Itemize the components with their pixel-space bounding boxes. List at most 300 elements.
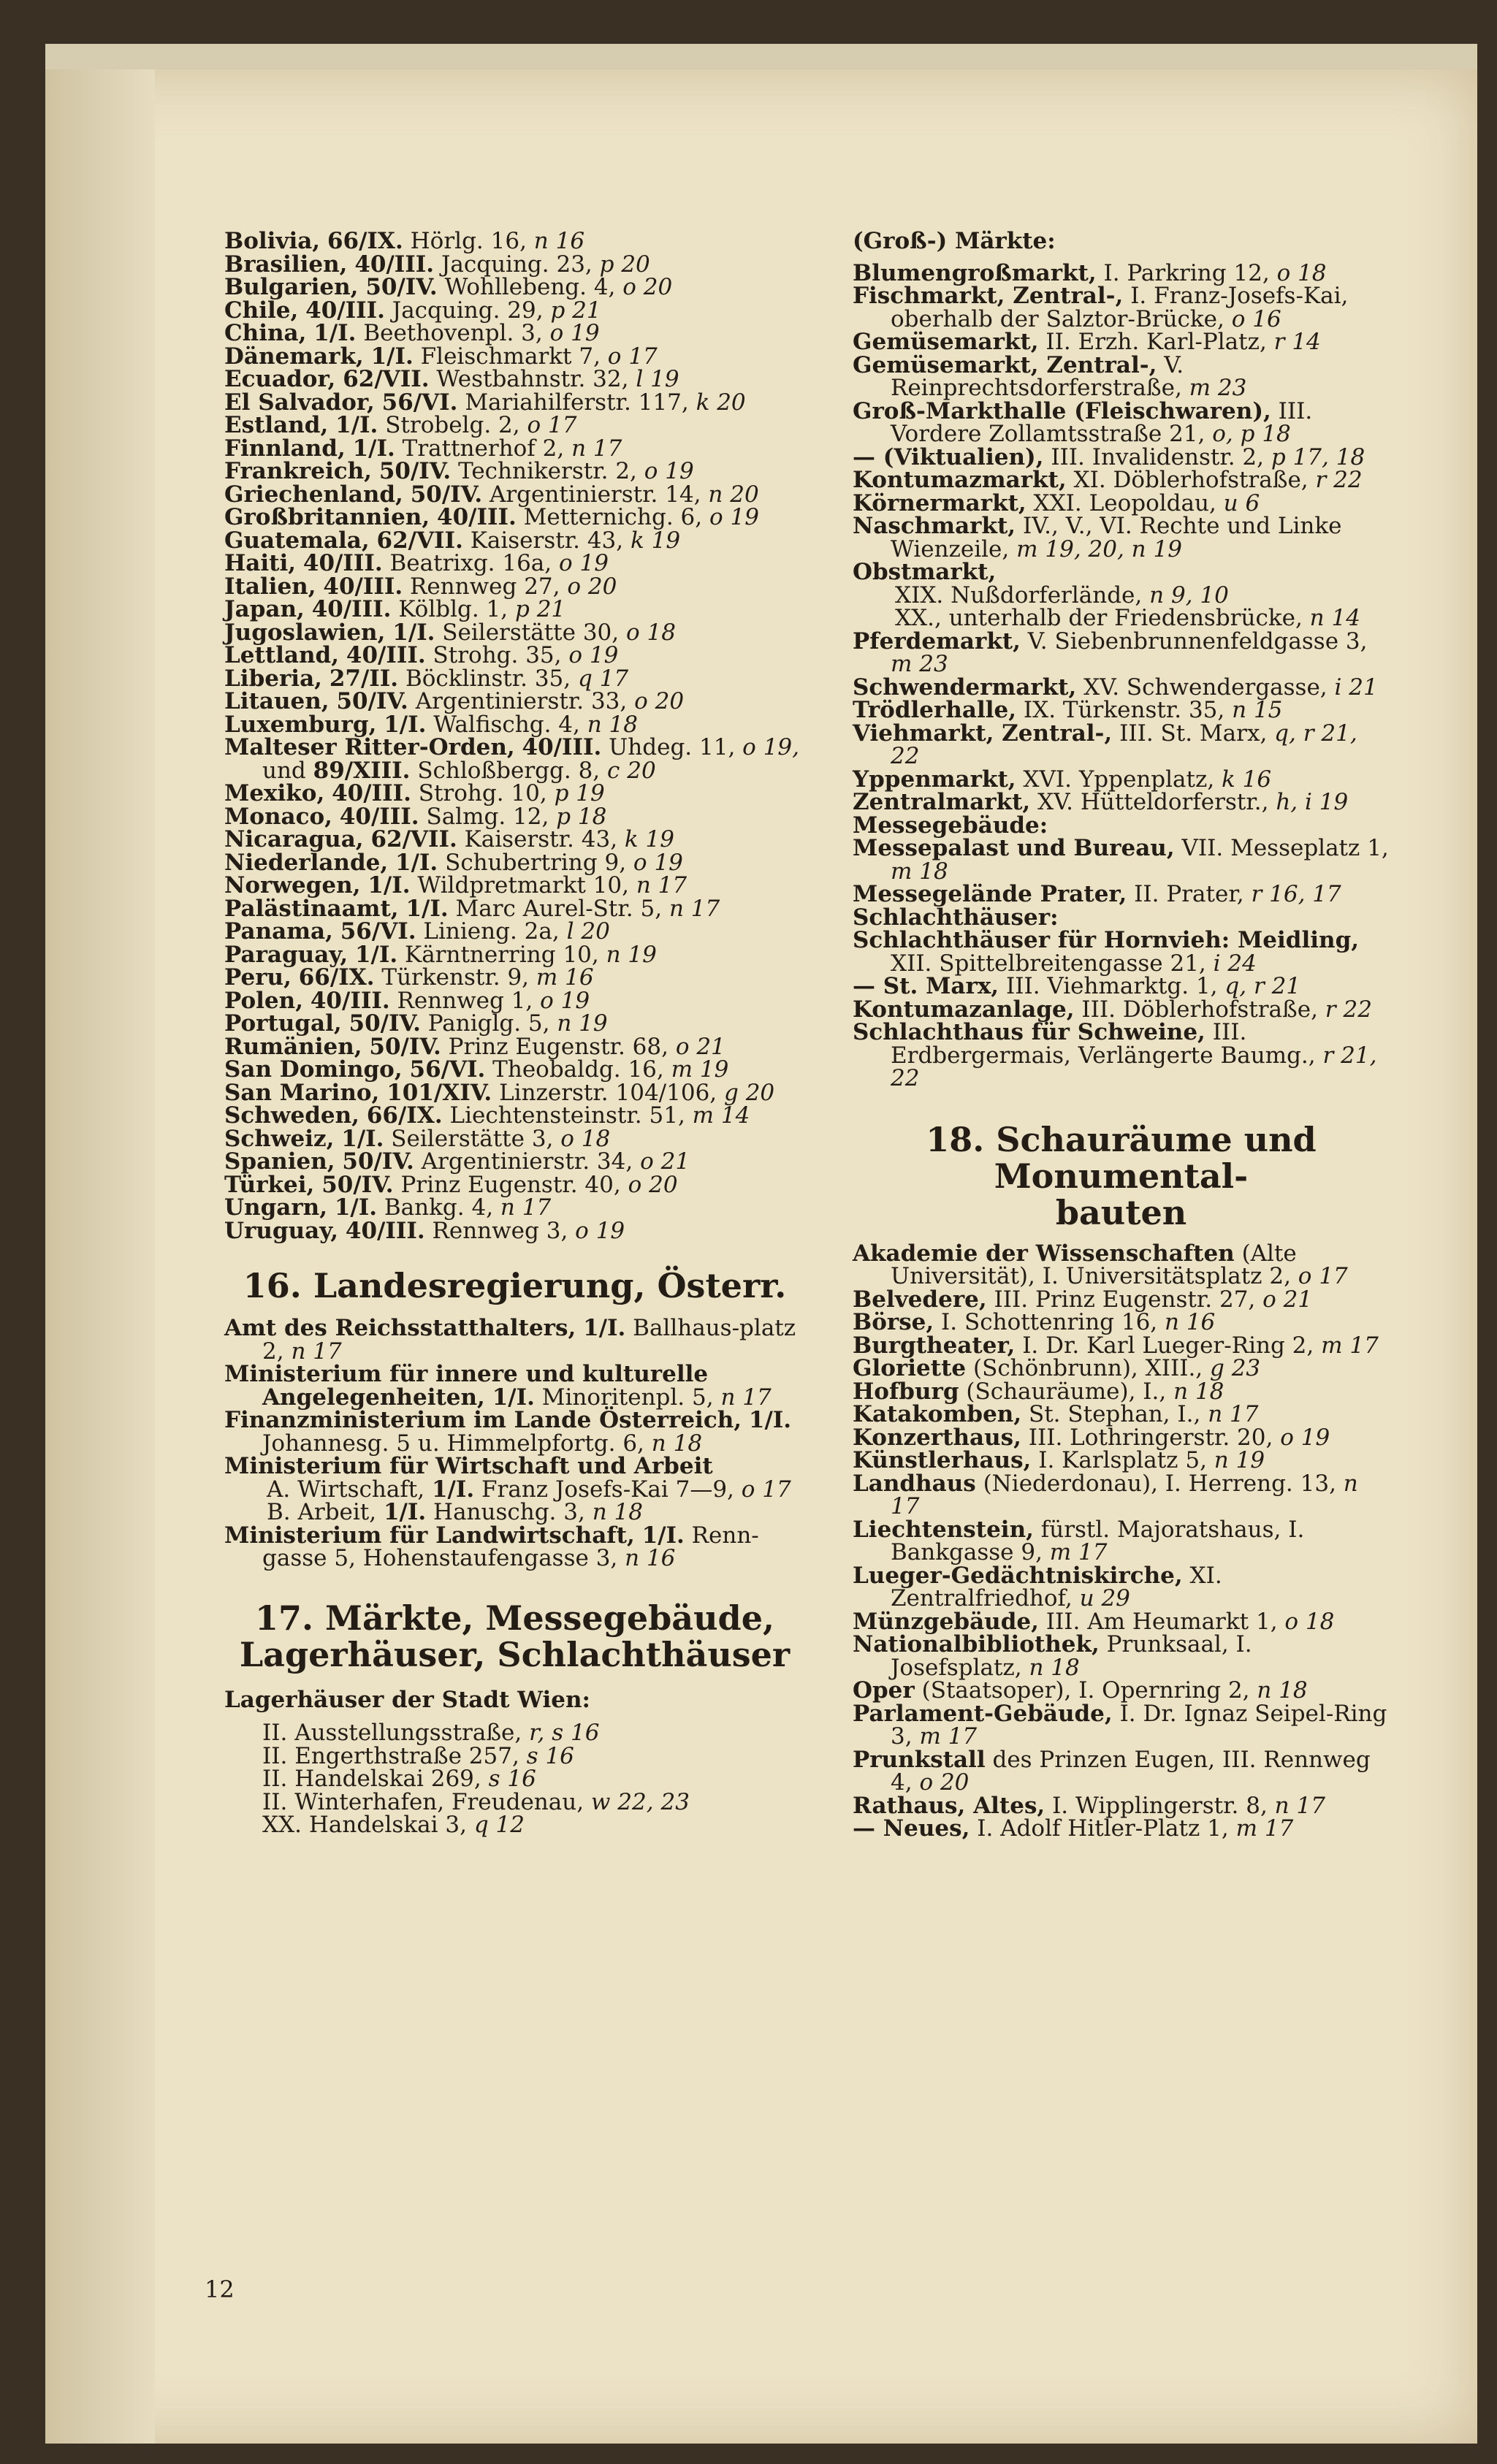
monument-row [853,1240,1390,1289]
map-square: m 16 [536,964,594,991]
embassy-row [224,1033,805,1060]
entry-address: I. Karlsplatz 5, [1038,1447,1207,1473]
entry-address: II. Winterhafen, Freudenau, [262,1788,584,1815]
market-row [853,351,1390,401]
entry-address: Technikerstr. 2, [458,458,637,484]
map-square: o 21 [675,1033,725,1060]
entry-ref: 101/XIV. [386,1079,492,1106]
map-square: r 22 [1325,996,1372,1023]
entry-ref: 1/I. [367,872,411,899]
map-square: h, i 19 [1276,789,1349,815]
monument-row [853,1746,1390,1796]
entry-ref: 50/IV. [365,274,438,300]
government-office [224,1363,805,1409]
entry-name: Trödlerhalle, [853,697,1017,723]
map-square: n 18 [651,1430,703,1457]
monument-row [853,1608,1390,1635]
entry-name: Zentralmarkt, [853,789,1031,815]
monument-row [853,1403,1390,1427]
slaughterhouse-row [853,1021,1390,1091]
entry-address: Wildpretmarkt 10, [417,872,629,899]
entry-address: Johannesg. 5 u. Himmelpfortg. 6, [262,1430,644,1457]
map-square: o 19 [559,550,609,576]
entry-address: XI. Zentralfriedhof, [891,1562,1222,1611]
map-square: o 16 [1231,305,1281,332]
entry-name: Guatemala, [224,527,370,554]
market-row [853,443,1390,470]
entry-name: Spanien, [224,1148,335,1175]
ministry-subdivision [224,1501,805,1525]
entry-name: Viehmarkt, Zentral-, [853,720,1113,747]
obstmarkt-row [853,581,1390,609]
entry-name: Liechtenstein, [853,1516,1034,1543]
entry-ref: 50/IV. [369,1033,441,1060]
entry-name: — Neues, [853,1815,970,1842]
entry-address: Trattnerhof 2, [402,435,565,462]
map-square: q 17 [578,665,629,692]
entry-name: Bulgarien, [224,274,359,300]
entry-name: Griechenland, [224,481,403,508]
map-square: m 19, 20, n 19 [1016,535,1182,562]
entry-address: (Alte Universität), I. Universitätsplatz 2, [891,1240,1297,1289]
section-17-title-line2: Lagerhäuser, Schlachthäuser [239,1634,791,1674]
entry-address: Böcklinstr. 35, [405,665,571,692]
entry-address: I. Dr. Ignaz Seipel-Ring 3, [891,1700,1387,1750]
entry-address: Metternichg. 6, [523,504,703,530]
monument-row [853,1700,1390,1750]
map-square: o 20 [919,1769,970,1796]
embassy-row [224,253,805,277]
right-column [853,230,1390,1841]
entry-name: Groß-Markthalle (Fleischwaren), [853,397,1271,424]
monument-row [853,1449,1390,1473]
entry-ref: 50/IV. [342,1148,414,1175]
entry-name: Gloriette [853,1355,967,1381]
entry-name: Norwegen, [224,872,361,899]
embassy-row [224,619,805,646]
entry-ref: 1/I. [748,1407,792,1433]
map-square: n 18 [1029,1654,1080,1681]
entry-address: Salmg. 12, [426,803,549,830]
sub-label: A. Wirtschaft, [267,1476,425,1503]
entry-name: Kontumazanlage, [853,996,1075,1023]
embassy-row [224,414,805,438]
entry-ref: 40/III. [305,297,385,324]
entry-ref: 1/I. [341,1125,384,1152]
entry-name: Chile, [224,297,299,324]
entry-address: Rennweg 3, [432,1217,568,1244]
entry-address: Prinz Eugenstr. 68, [448,1033,668,1060]
monument-row [853,1470,1390,1519]
entry-address: Türkenstr. 9, [381,964,530,991]
entry-address: des Prinzen Eugen, III. Rennweg 4, [891,1746,1371,1796]
entry-address: III. Am Heumarkt 1, [1045,1608,1278,1635]
entry-name: — (Viktualien), [853,443,1044,470]
market-row [853,397,1390,447]
embassy-row [224,711,805,738]
entry-address: XXI. Leopoldau, [1033,489,1216,516]
monument-row [853,1516,1390,1565]
embassy-row [224,322,805,346]
warehouse-row [224,1768,805,1791]
map-square: n 17 [891,1470,1358,1519]
entry-address: Linzerstr. 104/106, [499,1079,717,1106]
entry-ref: 1/I. [354,941,398,968]
embassy-row [224,1125,805,1152]
entry-address: Argentinierstr. 33, [415,688,628,714]
entry-name: Lueger-Gedächtniskirche, [853,1562,1183,1589]
monument-row [853,1562,1390,1611]
map-square: n 15 [1232,697,1283,723]
map-square: l 19 [636,366,679,392]
entry-ref: 1/I. [334,1194,378,1221]
map-square: p 18 [556,803,607,830]
fair-heading: Messegebäude: [853,812,1048,839]
monument-row [853,1424,1390,1451]
entry-address: Uhdeg. 11, [609,734,736,760]
entry-name: Monaco, [224,803,332,830]
page-number: 12 [205,2276,235,2303]
map-square: n 17 [1274,1792,1325,1819]
entry-name: Schlachthäuser für Hornvieh: Meidling, [853,927,1360,953]
map-square: k 20 [696,389,746,416]
entry-address: II. Ausstellungsstraße, [262,1720,522,1746]
entry-address: Strohg. 10, [418,780,547,806]
entry-name: Landhaus [853,1470,976,1497]
entry-extra-ref: 89/XIII. [313,757,411,784]
entry-name: Oper [853,1677,915,1704]
market-row [853,630,1390,676]
entry-address: Seilerstätte 3, [391,1125,554,1152]
entry-ref: 1/I. [641,1522,685,1549]
entry-address: Mariahilferstr. 117, [465,389,689,416]
entry-ref: 50/IV. [348,1010,421,1037]
entry-address: V. Siebenbrunnenfeldgasse 3, [1027,628,1368,655]
entry-name: Ministerium für innere und kulturelle Angelegenheiten, [224,1361,709,1411]
entry-address: IX. Türkenstr. 35, [1023,697,1225,723]
entry-ref: 40/III. [345,1217,425,1244]
slaughterhouse-row [853,929,1390,975]
map-square: p 21 [550,297,601,324]
entry-name: China, [224,320,307,346]
map-square: m 23 [1189,375,1247,401]
entry-address: Strohg. 35, [433,642,562,668]
entry-address: (Staatsoper), I. Opernring 2, [921,1677,1250,1704]
map-square: n 18 [587,711,638,738]
entry-ref: 56/VI. [340,918,416,945]
entry-name: Palästinaamt, [224,895,399,922]
map-square: m 19 [671,1056,729,1083]
entry-name: Ministerium für Landwirtschaft, [224,1522,635,1549]
market-row [853,699,1390,722]
monument-row [853,1311,1390,1335]
entry-address: XVI. Yppenplatz, [1023,766,1215,793]
entry-address: Seilerstätte 30, [442,619,620,646]
map-square: m 17 [919,1723,978,1750]
map-square: n 20 [708,481,759,508]
map-square: g 23 [1210,1355,1261,1381]
map-square: m 23 [891,651,948,677]
entry-ref: 40/III. [346,642,426,668]
entry-ref: 50/IV. [378,458,452,484]
entry-name: Mexiko, [224,780,325,806]
entry-ref: 1/I. [395,849,438,876]
entry-address: Theobaldg. 16, [492,1056,664,1083]
embassy-row [224,1217,805,1244]
entry-ref: 40/III. [302,550,383,576]
entry-address: I. Parkring 12, [1103,259,1270,286]
map-square: o 19 [568,642,619,668]
entry-ref: 66/IX. [327,228,403,254]
entry-address: Ballhaus-platz 2, [262,1315,796,1365]
entry-name: Panama, [224,918,333,945]
section-18-title-line2: bauten [1055,1192,1187,1232]
entry-address: Liechtensteinstr. 51, [449,1102,685,1129]
embassy-row [224,665,805,692]
map-square: m 17 [1321,1332,1379,1359]
section-16-title: 16. Landesregierung, Österr. [243,1266,787,1305]
entry-name: Prunkstall [853,1746,986,1773]
map-square: p 21 [515,596,566,622]
embassy-row [224,644,805,668]
entry-address: Kaiserstr. 43, [470,527,624,554]
entry-extra: und [262,757,306,784]
map-square: n 16 [1165,1309,1216,1335]
map-square: m 18 [891,858,948,885]
entry-ref: 1/I. [313,320,357,346]
embassy-row [224,230,805,253]
embassy-row [224,803,805,830]
entry-ref: 66/IX. [366,1102,443,1129]
map-square: o, p 18 [1212,421,1291,447]
entry-address: Bankg. 4, [384,1194,494,1221]
entry-name: Messepalast und Bureau, [853,835,1175,861]
entry-address: I. Dr. Karl Lueger-Ring 2, [1022,1332,1314,1359]
entry-ref: 66/IX. [298,964,375,991]
embassy-row [224,1194,805,1221]
entry-name: Gemüsemarkt, [853,329,1039,355]
entry-ref: 1/I. [392,619,435,646]
markets-heading: (Groß-) Märkte: [853,228,1056,254]
fair-row [853,883,1390,907]
map-square: m 17 [1235,1815,1294,1842]
entry-address: Argentinierstr. 14, [489,481,701,508]
map-square: n 18 [1257,1677,1308,1704]
entry-address: XII. Spittelbreitengasse 21, [891,950,1206,977]
embassy-row [224,782,805,806]
entry-address: XI. Döblerhofstraße, [1073,467,1309,493]
map-square: o 19 [633,849,683,876]
entry-name: Yppenmarkt, [853,766,1016,793]
section-18-title-line1: 18. Schauräume und Monumental- [926,1119,1317,1196]
entry-address: III. Lothringerstr. 20, [1028,1424,1273,1451]
entry-ref: 62/VII. [376,527,463,554]
warehouse-row [224,1722,805,1745]
entry-ref: 1/I. [370,343,414,370]
entry-ref: 40/III. [310,987,390,1014]
entry-name: Konzerthaus, [853,1424,1021,1451]
entry-address: Prunksaal, I. Josefsplatz, [891,1631,1252,1681]
entry-name: Liberia, [224,665,322,692]
entry-address: XV. Hütteldorferstr., [1037,789,1269,815]
map-square: i 21 [1334,674,1378,701]
entry-name: Malteser Ritter-Orden, [224,734,515,760]
map-square: o 17 [741,1476,791,1503]
entry-name: Rathaus, Altes, [853,1792,1045,1819]
entry-address: fürstl. Majoratshaus, I. Bankgasse 9, [891,1516,1305,1565]
entry-address: Jacquing. 23, [441,251,593,278]
entry-address: Linieng. 2a, [423,918,560,945]
map-square: s 16 [488,1766,536,1792]
entry-address: XX., unterhalb der Friedensbrücke, [895,605,1303,631]
embassy-row [224,895,805,922]
entry-address: Wohllebeng. 4, [444,274,616,300]
sub-label: B. Arbeit, [267,1499,377,1525]
map-square: o 20 [622,274,673,300]
map-square: c 20 [607,757,656,784]
map-square: q, r 21, 22 [891,720,1357,769]
entry-address: II. Handelskai 269, [262,1766,481,1792]
entry-ref: 27/II. [329,665,399,692]
map-square: q, r 21 [1224,973,1301,999]
page-gutter [45,69,155,2444]
map-square: m 14 [692,1102,750,1129]
entry-name: San Marino, [224,1079,380,1106]
map-square: n 18 [1173,1378,1224,1405]
market-row [853,722,1390,768]
entry-name: Portugal, [224,1010,342,1037]
entry-address: St. Stephan, I., [1028,1401,1201,1427]
obstmarkt-heading: Obstmarkt, [853,559,997,585]
map-square: r 22 [1315,467,1363,493]
entry-address: Argentinierstr. 34, [421,1148,633,1175]
monument-row [853,1332,1390,1359]
embassy-row [224,573,805,600]
embassy-row [224,874,805,898]
map-square: q 12 [473,1812,525,1838]
entry-ref: 40/III. [339,803,419,830]
entry-name: Belvedere, [853,1286,987,1313]
entry-name: Akademie der Wissenschaften [853,1240,1235,1267]
entry-ref: 40/III. [437,504,517,530]
entry-name: Kontumazmarkt, [853,467,1067,493]
entry-address: III. Vordere Zollamtsstraße 21, [891,397,1313,447]
entry-address: (Schauräume), I., [966,1378,1167,1405]
entry-address: III. Erdbergermais, Verlängerte Baumg., [891,1019,1316,1069]
map-square: g 20 [724,1079,775,1106]
map-square: s 16 [526,1742,574,1769]
map-square: l 20 [566,918,610,945]
entry-name: Paraguay, [224,941,348,968]
entry-address: Rennweg 27, [410,573,560,600]
entry-ref: 1/I. [384,711,427,738]
entry-address: Walfischg. 4, [433,711,580,738]
entry-address: II. Erzh. Karl-Platz, [1045,329,1267,355]
entry-name: Börse, [853,1309,934,1335]
embassy-row [224,987,805,1014]
map-square: n 18 [592,1499,643,1525]
map-square: m 17 [1049,1539,1108,1565]
entry-ref: 1/I. [335,412,378,438]
entry-name: Blumengroßmarkt, [853,259,1097,286]
market-row [853,791,1390,815]
map-square: r 14 [1273,329,1321,355]
embassy-row [224,736,805,782]
embassy-row [224,389,805,416]
map-square: n 17 [636,872,687,899]
entry-name: Nicaragua, [224,826,364,853]
map-square: u 6 [1223,489,1260,516]
entry-address: XV. Schwendergasse, [1083,674,1328,701]
embassy-row [224,460,805,484]
section-17-title-line1: 17. Märkte, Messegebäude, [255,1598,774,1638]
monument-row [853,1815,1390,1842]
entry-address: I. Schottenring 16, [941,1309,1158,1335]
entry-ref: 1/I. [583,1315,626,1341]
entry-ref: 62/VII. [343,366,430,392]
entry-name: Körnermarkt, [853,489,1026,516]
entry-name: Münzgebäude, [853,1608,1039,1635]
warehouse-heading: Lagerhäuser der Stadt Wien: [224,1686,590,1713]
entry-address: XIX. Nußdorferlände, [895,581,1143,609]
embassy-row [224,966,805,990]
entry-ref: 1/I. [492,1384,535,1411]
map-square: n 16 [533,228,585,254]
book-page [45,69,1477,2444]
entry-name: Brasilien, [224,251,348,278]
entry-address: Franz Josefs-Kai 7—9, [481,1476,734,1503]
map-square: o 19 [709,504,759,530]
entry-address: II. Prater, [1134,881,1244,907]
map-square: n 17 [720,1384,772,1411]
market-row [853,768,1390,792]
map-square: o 19 [644,458,694,484]
entry-address: (Niederdonau), I. Herreng. 13, [983,1470,1336,1497]
entry-ref: 40/III. [311,596,392,622]
entry-name: Uruguay, [224,1217,339,1244]
entry-name: Katakomben, [853,1401,1022,1427]
embassy-row [224,343,805,370]
entry-ref: 1/I. [352,435,395,462]
entry-address: Beethovenpl. 3, [363,320,543,346]
embassy-row [224,849,805,876]
entry-address: III. Viehmarktg. 1, [1005,973,1218,999]
monument-row [853,1286,1390,1313]
entry-address: Renn-gasse 5, Hohenstaufengasse 3, [262,1522,759,1571]
entry-name: Ecuador, [224,366,336,392]
embassy-row [224,1079,805,1106]
embassy-row [224,941,805,968]
entry-name: Peru, [224,964,292,991]
map-square: o 19 [549,320,600,346]
map-square: n 9, 10 [1149,581,1229,609]
entry-address: Schubertring 9, [445,849,627,876]
entry-address: I. Franz-Josefs-Kai, oberhalb der Salztor-Brücke, [891,283,1349,332]
entry-name: Bolivia, [224,228,321,254]
embassy-row [224,1171,805,1198]
slaughterhouse-heading: Schlachthäuser: [853,904,1059,931]
entry-address: III. St. Marx, [1119,720,1268,747]
map-square: n 17 [500,1194,552,1221]
embassy-row [224,368,805,392]
entry-name: Finnland, [224,435,346,462]
entry-name: Polen, [224,987,303,1014]
map-square: o 19 [575,1217,625,1244]
embassy-row [224,598,805,622]
slaughterhouse-row [853,996,1390,1023]
government-office [224,1317,805,1363]
entry-name: Japan, [224,596,305,622]
